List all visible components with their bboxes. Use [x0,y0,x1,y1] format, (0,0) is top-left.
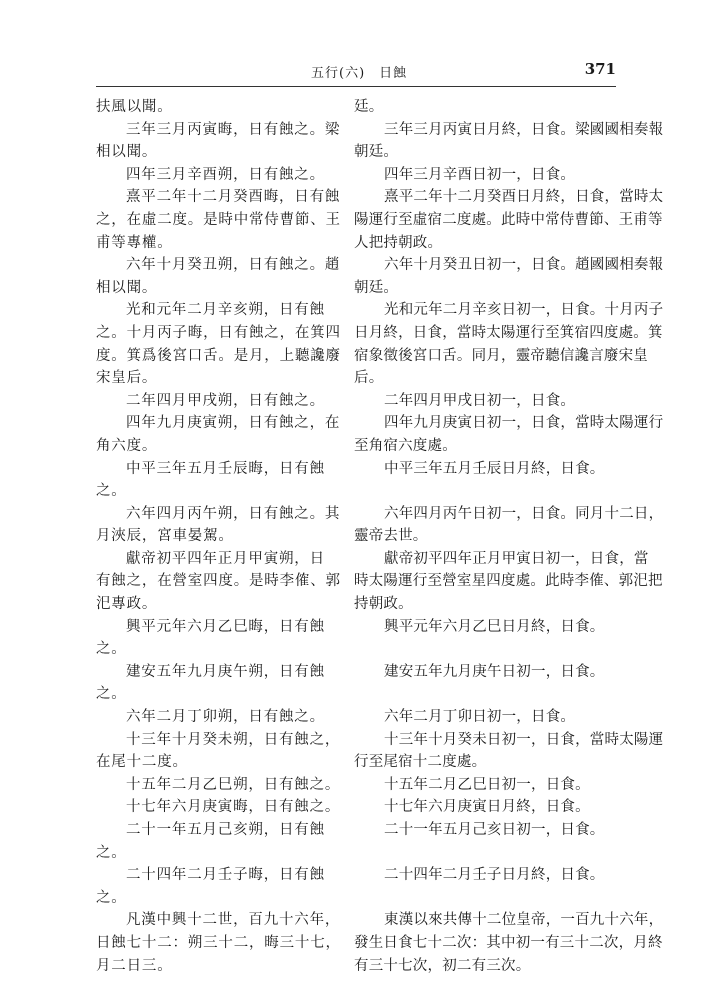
text-line: 三年三月丙寅日月終，日食。梁國國相奏報 [384,121,664,138]
text-line [354,480,634,503]
text-line: 之。 [96,844,127,861]
text-line: 獻帝初平四年正月甲寅朔，日 [126,550,325,567]
text-line: 二年四月甲戌日初一，日食。 [384,392,576,409]
text-line: 在尾十二度。 [96,754,188,771]
running-title: 五行(六) 日蝕 [311,66,408,81]
text-line: 日月終，日食，當時太陽運行至箕宿四度處。箕 [354,324,663,341]
text-line: 汜專政。 [96,596,158,613]
text-line: 中平三年五月壬辰晦，日有蝕 [126,460,325,477]
text-line: 六年二月丁卯日初一，日食。 [384,709,576,726]
text-line: 之，在虛二度。是時中常侍曹節、王 [96,211,341,228]
text-line [354,887,634,910]
text-line: 十七年六月庚寅晦，日有蝕之。 [126,799,341,816]
text-line [354,638,634,661]
text-line: 月二日三。 [96,957,173,974]
text-line: 六年十月癸丑日初一，日食。趙國國相奏報 [384,257,664,274]
text-line: 人把持朝政。 [354,234,443,251]
translation-column [354,96,664,977]
text-line: 十三年十月癸未日初一，日食，當時太陽運 [384,731,664,748]
text-line: 四年三月辛酉日初一，日食。 [384,166,576,183]
text-line: 光和元年二月辛亥日初一，日食。十月丙子 [384,302,664,319]
text-line: 興平元年六月乙巳晦，日有蝕 [126,618,325,635]
text-line: 六年二月丁卯朔，日有蝕之。 [126,709,325,726]
header-rule [96,86,616,87]
text-line: 光和元年二月辛亥朔，日有蝕 [126,302,325,319]
text-line: 凡漢中興十二世，百九十六年， [126,912,341,929]
text-line: 三年三月丙寅晦，日有蝕之。梁 [126,121,341,138]
text-line: 甫等專權。 [96,234,173,251]
text-line: 獻帝初平四年正月甲寅日初一，日食，當 [384,550,649,567]
text-line: 熹平二年十二月癸酉日月終，日食，當時太 [384,189,664,206]
original-text-column [96,96,341,977]
text-line: 之。十月丙子晦，日有蝕之，在箕四 [96,324,341,341]
text-line: 熹平二年十二月癸酉晦，日有蝕 [126,189,341,206]
text-line: 興平元年六月乙巳日月終，日食。 [384,618,605,635]
text-line: 發生日食七十二次：其中初一有三十二次，月終 [354,934,663,951]
text-line: 靈帝去世。 [354,528,428,545]
text-line: 四年九月庚寅朔，日有蝕之，在 [126,415,341,432]
text-line: 之。 [96,686,127,703]
text-line: 扶風以聞。 [96,99,173,115]
page-header [96,60,616,84]
text-line: 二十四年二月壬子晦，日有蝕 [126,867,325,884]
text-line: 廷。 [354,99,384,115]
text-line: 二十四年二月壬子日月終，日食。 [384,867,605,884]
text-line: 建安五年九月庚午朔，日有蝕 [126,663,325,680]
page-number: 371 [584,60,616,78]
text-line: 二年四月甲戌朔，日有蝕之。 [126,392,325,409]
text-line: 相以聞。 [96,144,158,161]
text-line: 中平三年五月壬辰日月終，日食。 [384,460,605,477]
text-line: 持朝政。 [354,596,413,613]
text-line: 二十一年五月己亥朔，日有蝕 [126,822,325,838]
text-line: 六年十月癸丑朔，日有蝕之。趙 [126,257,341,274]
text-line: 月浹辰，宮車晏駕。 [96,528,234,545]
text-line: 朝廷。 [354,144,399,161]
text-line: 四年三月辛酉朔，日有蝕之。 [126,166,325,183]
text-line: 至角宿六度處。 [354,437,457,454]
text-line [354,683,634,706]
text-line: 宋皇后。 [96,370,158,387]
text-line: 有三十七次，初二有三次。 [354,957,531,974]
text-line: 十三年十月癸未朔，日有蝕之， [126,731,341,748]
text-line: 六年四月丙午朔，日有蝕之。其 [126,505,341,522]
text-line: 之。 [96,889,127,906]
text-line: 角六度。 [96,437,158,454]
text-line [354,842,634,865]
text-line: 相以聞。 [96,279,158,296]
text-line: 宿象徵後宮口舌。同月，靈帝聽信讒言廢宋皇 [354,347,648,364]
text-line: 六年四月丙午日初一，日食。同月十二日， [384,505,664,522]
text-line: 度。箕爲後宮口舌。是月，上聽讒廢 [96,347,341,364]
text-line: 后。 [354,370,384,387]
text-line: 十五年二月乙巳朔，日有蝕之。 [126,776,341,793]
text-line: 東漢以來共傳十二位皇帝，一百九十六年， [384,912,664,929]
text-line: 行至尾宿十二度處。 [354,754,487,771]
text-line: 之。 [96,641,127,658]
text-line: 之。 [96,483,127,500]
text-line: 陽運行至虛宿二度處。此時中常侍曹節、王甫等 [354,211,663,228]
text-line: 十七年六月庚寅日月終，日食。 [384,799,590,816]
text-line: 二十一年五月己亥日初一，日食。 [384,822,605,838]
text-line: 有蝕之，在營室四度。是時李傕、郭 [96,573,341,590]
text-line: 日蝕七十二：朔三十二，晦三十七， [96,934,341,951]
text-line: 建安五年九月庚午日初一，日食。 [384,663,605,680]
text-line: 時太陽運行至營室星四度處。此時李傕、郭汜把 [354,573,663,590]
text-line: 十五年二月乙巳日初一，日食。 [384,776,590,793]
text-line: 朝廷。 [354,279,399,296]
text-line: 四年九月庚寅日初一，日食，當時太陽運行 [384,415,664,432]
